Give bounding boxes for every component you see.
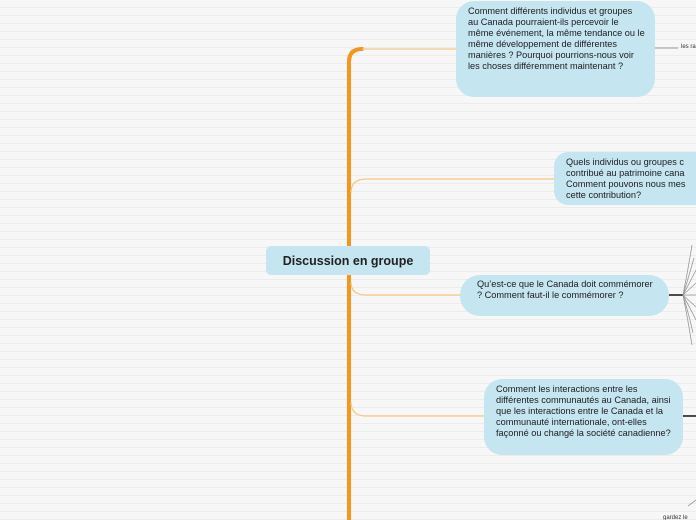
branch-to-topic-2 [351,179,554,193]
topic-node-4[interactable]: Comment les interactions entre les différentes communautés au Canada, ainsi que les interactions entre le Canada et la communauté internationale, ont-elles façonné ou changé la société canadienne? [484,379,683,455]
branch-to-topic-4 [351,402,484,416]
sub-branch-bottom [688,500,696,506]
subtopic-label-1[interactable]: les ra [681,44,696,50]
topic-node-2[interactable]: Quels individus ou groupes c contribué au patrimoine cana Comment pouvons nous mes cette contribution? [554,152,696,205]
subtopic-label-bottom[interactable]: gardez le [663,515,688,520]
branch-to-topic-3 [351,282,460,295]
topic-node-3[interactable]: Qu’est-ce que le Canada doit commémorer ? Comment faut-il le commémorer ? [460,275,669,316]
topic-node-1[interactable]: Comment différents individus et groupes au Canada pourraient-ils percevoir le même événement, la même tendance ou le même développement de différentes manières ? Pourquoi pourrions-nous voir les choses différemment maintenant ? [456,1,655,97]
central-topic[interactable]: Discussion en groupe [266,246,430,275]
sub-branch-fan-topic-3 [683,245,696,345]
